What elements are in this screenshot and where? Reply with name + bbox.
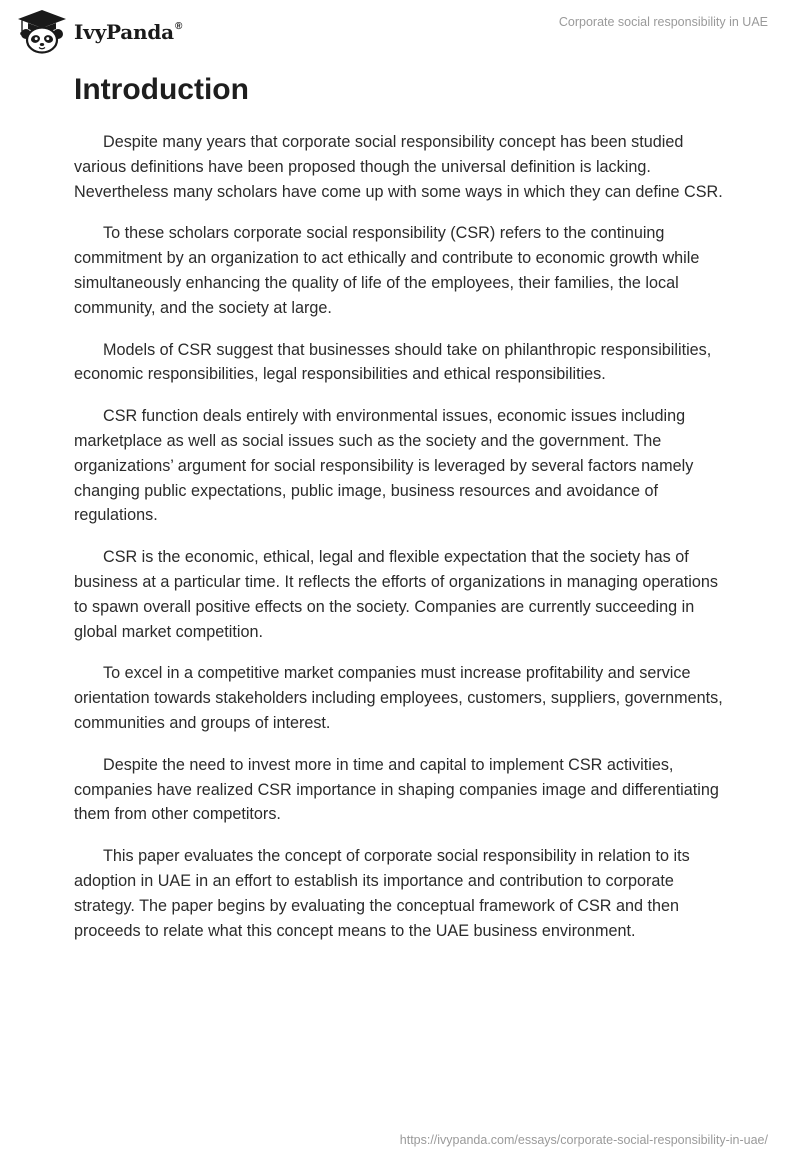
- article-body: [74, 72, 734, 960]
- brand-name: IvyPanda®: [74, 20, 183, 44]
- paragraph: Despite many years that corporate social responsibility concept has been studied various definitions have been proposed though the universal definition is lacking. Nevertheless many scholars have come up with some ways in which they can define CSR.: [74, 133, 723, 201]
- registered-mark: ®: [174, 21, 183, 33]
- paragraph: CSR function deals entirely with environmental issues, economic issues including marketplace as well as social issues such as the society and the government. The organizations’ argument for social responsibility is leveraged by several factors namely changing public expectations, public image, business resources and avoidance of regulations.: [74, 407, 694, 525]
- paragraph: This paper evaluates the concept of corporate social responsibility in relation to its adoption in UAE in an effort to establish its importance and contribution to corporate strategy. The paper begins by evaluating the conceptual framework of CSR and then proceeds to relate what this concept means to the UAE business environment.: [74, 847, 690, 940]
- paragraph: To these scholars corporate social responsibility (CSR) refers to the continuing commitment by an organization to act ethically and contribute to economic growth while simultaneously enhancing the quality of life of the employees, their families, the local community, and the society at large.: [74, 224, 700, 317]
- source-url[interactable]: https://ivypanda.com/essays/corporate-social-responsibility-in-uae/: [399, 1133, 768, 1147]
- document-title: Corporate social responsibility in UAE: [558, 15, 768, 29]
- paragraph: CSR is the economic, ethical, legal and flexible expectation that the society has of business at a particular time. It reflects the efforts of organizations in managing operations to spawn overall positive effects on the society. Companies are currently succeeding in global market competition.: [74, 548, 718, 641]
- section-heading: Introduction: [74, 73, 249, 106]
- brand-logo[interactable]: [14, 8, 182, 54]
- paragraph: Models of CSR suggest that businesses should take on philanthropic responsibilities, economic responsibilities, legal responsibilities and ethical responsibilities.: [74, 340, 712, 384]
- page-header: [0, 0, 800, 60]
- panda-graduation-cap-icon: [14, 8, 70, 54]
- paragraph: To excel in a competitive market companies must increase profitability and service orientation towards stakeholders including employees, customers, suppliers, governments, communities and groups of interest.: [74, 664, 723, 732]
- paragraph: Despite the need to invest more in time and capital to implement CSR activities, companies have realized CSR importance in shaping companies image and differentiating them from other competitors.: [74, 755, 719, 824]
